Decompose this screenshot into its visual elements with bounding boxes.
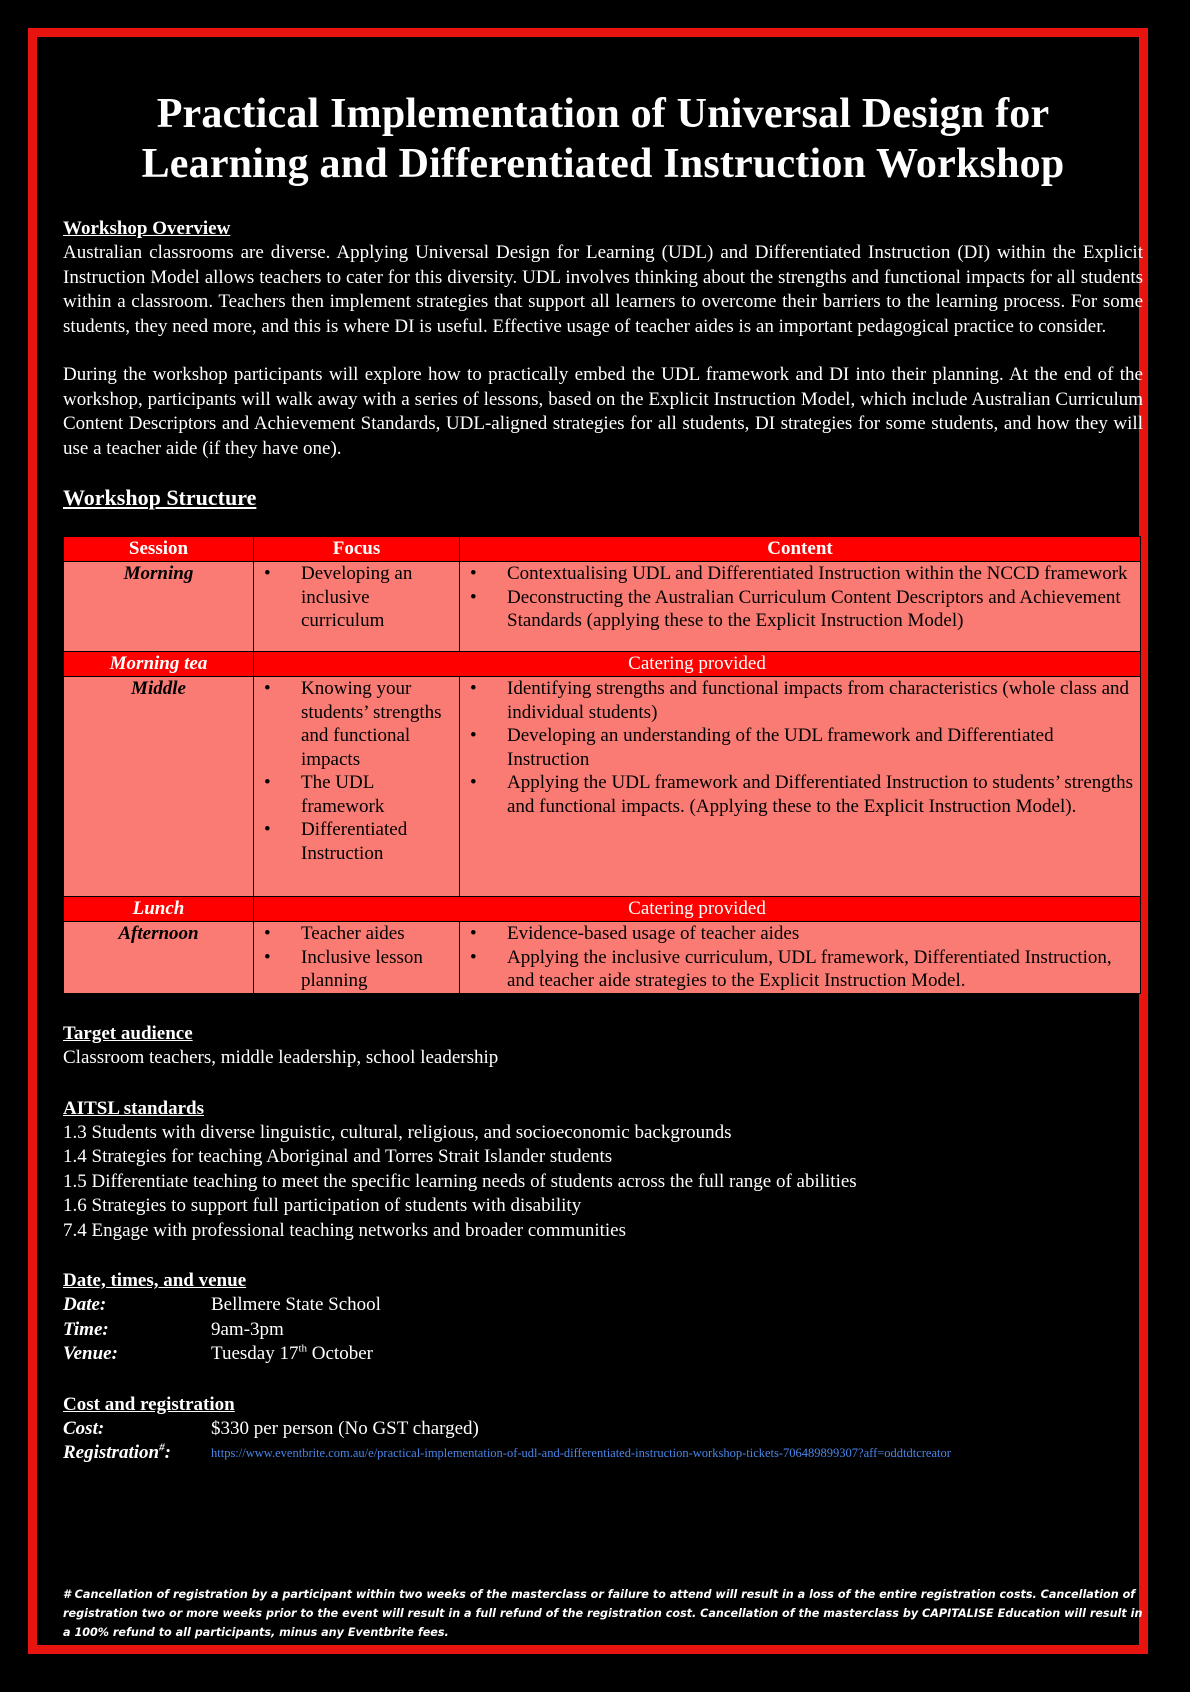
- venue-label: Venue:: [63, 1343, 118, 1364]
- aitsl-item: 1.4 Strategies for teaching Aboriginal and Torres Strait Islander students: [63, 1146, 613, 1167]
- target-audience: [63, 1022, 1143, 1071]
- list-item: • Developing an understanding of the UDL framework and Differentiated Instruction: [460, 724, 1134, 771]
- aitsl-item: 1.5 Differentiate teaching to meet the specific learning needs of students across the full range of abilities: [63, 1170, 857, 1192]
- title-line-1: Practical Implementation of Universal Design for: [156, 91, 1050, 137]
- registration-label: Registration#:: [63, 1441, 171, 1463]
- session-cell: Afternoon: [64, 922, 254, 994]
- venue-value: Tuesday 17th October: [211, 1342, 373, 1364]
- content-cell: [460, 677, 1141, 897]
- list-item: • Deconstructing the Australian Curriculum Content Descriptors and Achievement Standards (applying these to the Explicit Instruction Model): [460, 586, 1134, 633]
- overview-heading: Workshop Overview: [63, 218, 231, 239]
- focus-cell: [254, 562, 460, 652]
- focus-cell: [254, 677, 460, 897]
- date-label: Date:: [63, 1294, 107, 1315]
- header-session: Session: [64, 537, 254, 562]
- page-frame: [28, 28, 1148, 1654]
- overview-paragraph-2: During the workshop participants will explore how to practically embed the UDL framework and DI into their planning. At the end of the workshop, participants will walk away with a series of lessons, based on the Explicit Instruction Model, which include Australian Curriculum Content Descriptors and Achievement Standards, UDL-aligned strategies for all students, DI strategies for some students, and how they will use a teacher aide (if they have one).: [63, 364, 1143, 459]
- workshop-overview: [63, 217, 1143, 461]
- audience-heading: Target audience: [63, 1023, 193, 1044]
- header-focus: Focus: [254, 537, 460, 562]
- date-row: [63, 1293, 1143, 1318]
- venue-row: [63, 1342, 1143, 1367]
- overview-paragraph-1: Australian classrooms are diverse. Applying Universal Design for Learning (UDL) and Differentiated Instruction (DI) within the Explicit Instruction Model allows teachers to cater for this diversity. UDL involves thinking about the strengths and functional impacts for all students within a classroom. Teachers then implement strategies that support all learners to overcome their barriers to the learning process. For some students, they need more, and this is where DI is useful. Effective usage of teacher aides is an important pedagogical practice to consider.: [63, 242, 1143, 337]
- cost-row: [63, 1417, 1143, 1442]
- date-times-venue: [63, 1269, 1143, 1367]
- time-label: Time:: [63, 1318, 109, 1340]
- time-value: 9am-3pm: [211, 1318, 284, 1340]
- registration-link[interactable]: https://www.eventbrite.com.au/e/practical-implementation-of-udl-and-differentiated-instruction-workshop-tickets-706489899307?aff=oddtdtcreator: [211, 1446, 951, 1460]
- table-row-morning: [64, 562, 1141, 652]
- cost-label: Cost:: [63, 1417, 105, 1439]
- list-item: • Inclusive lesson planning: [254, 946, 451, 993]
- session-cell: Lunch: [64, 897, 254, 922]
- registration-row: [63, 1441, 1143, 1466]
- list-item: • Knowing your students’ strengths and functional impacts: [254, 677, 451, 771]
- aitsl-item: 1.6 Strategies to support full participation of students with disability: [63, 1195, 582, 1216]
- time-row: [63, 1318, 1143, 1343]
- date-value: Bellmere State School: [211, 1294, 381, 1315]
- list-item: • Applying the inclusive curriculum, UDL framework, Differentiated Instruction, and teacher aide strategies to the Explicit Instruction Model.: [460, 946, 1134, 993]
- list-item: • Contextualising UDL and Differentiated Instruction within the NCCD framework: [460, 562, 1134, 586]
- table-row-middle: [64, 677, 1141, 897]
- aitsl-heading: AITSL standards: [63, 1097, 204, 1119]
- content-cell: [460, 562, 1141, 652]
- session-cell: Morning: [64, 562, 254, 652]
- structure-table: [63, 536, 1141, 994]
- session-cell: Middle: [64, 677, 254, 897]
- venue-heading: Date, times, and venue: [63, 1270, 247, 1291]
- audience-text: Classroom teachers, middle leadership, school leadership: [63, 1047, 499, 1068]
- list-item: • Identifying strengths and functional impacts from characteristics (whole class and individual students): [460, 677, 1134, 724]
- title-line-2: Learning and Differentiated Instruction Workshop: [141, 141, 1065, 187]
- table-row-afternoon: [64, 922, 1141, 994]
- page-content: [63, 37, 1143, 1639]
- cancellation-footnote: # Cancellation of registration by a participant within two weeks of the masterclass or failure to attend will result in a loss of the entire registration costs. Cancellation of registration two or more weeks prior to the event will result in a full refund of the registration cost. Cancellation of the masterclass by CAPITALISE Education will result in a 100% refund to all participants, minus any Eventbrite fees.: [63, 1588, 1143, 1639]
- list-item: • Developing an inclusive curriculum: [254, 562, 451, 633]
- aitsl-item: 7.4 Engage with professional teaching networks and broader communities: [63, 1219, 626, 1241]
- catering-cell: Catering provided: [254, 897, 1141, 922]
- list-item: • Evidence-based usage of teacher aides: [460, 922, 1134, 946]
- cost-registration: [63, 1393, 1143, 1466]
- structure-heading: Workshop Structure: [63, 485, 257, 510]
- cost-heading: Cost and registration: [63, 1393, 235, 1415]
- table-row-lunch: [64, 897, 1141, 922]
- page-title: [63, 89, 1143, 189]
- list-item: • Differentiated Instruction: [254, 818, 451, 865]
- header-content: Content: [460, 537, 1141, 562]
- list-item: • The UDL framework: [254, 771, 451, 818]
- list-item: • Teacher aides: [254, 922, 451, 946]
- focus-cell: [254, 922, 460, 994]
- table-header-row: [64, 537, 1141, 562]
- content-cell: [460, 922, 1141, 994]
- catering-cell: Catering provided: [254, 652, 1141, 677]
- aitsl-item: 1.3 Students with diverse linguistic, cultural, religious, and socioeconomic backgrounds: [63, 1121, 732, 1143]
- aitsl-standards: [63, 1097, 1143, 1244]
- cost-value: $330 per person (No GST charged): [211, 1417, 479, 1439]
- table-row-morning-tea: [64, 652, 1141, 677]
- list-item: • Applying the UDL framework and Differentiated Instruction to students’ strengths and functional impacts. (Applying these to the Explicit Instruction Model).: [460, 771, 1134, 818]
- session-cell: Morning tea: [64, 652, 254, 677]
